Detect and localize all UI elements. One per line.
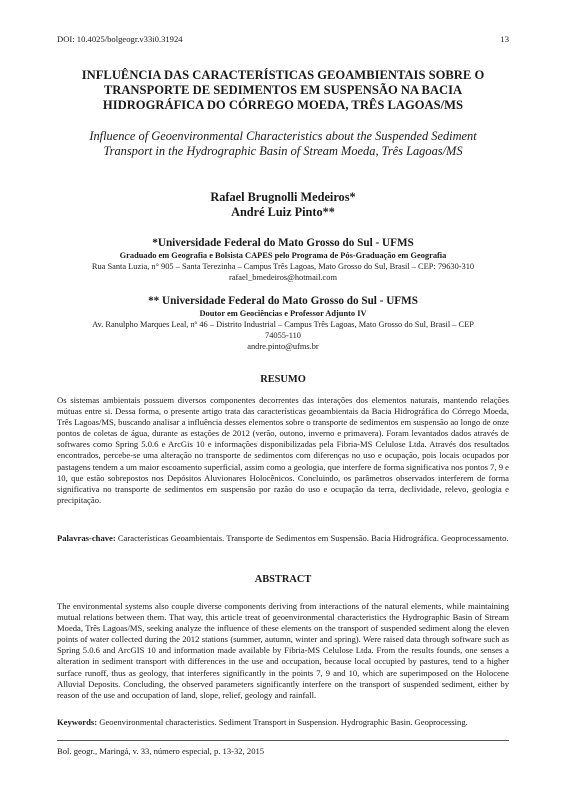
resumo-heading: RESUMO (260, 374, 306, 385)
affiliation-email: rafael_bmedeiros@hotmail.com (229, 273, 337, 282)
affiliation-address: 74055-110 (265, 331, 301, 340)
author-name: André Luiz Pinto** (231, 205, 335, 219)
affiliation-2 (60, 294, 506, 352)
affiliation-1 (60, 236, 506, 283)
affiliation-address: Rua Santa Luzia, n° 905 – Santa Terezinha – Campus Três Lagoas, Mato Grosso do Sul, Brasil – CEP: 79630-310 (91, 262, 475, 271)
doi-text: DOI: 10.4025/bolgeogr.v33i0.31924 (57, 34, 183, 44)
affiliation-role: Doutor em Geociências e Professor Adjunto IV (199, 309, 367, 318)
palavras-chave (57, 533, 509, 544)
abstract-heading: ABSTRACT (254, 574, 312, 585)
resumo-text: Os sistemas ambientais possuem diversos componentes decorrentes das interações dos elementos naturais, mantendo relações mútuas entre si. Dessa forma, o presente artigo trata das características geoambientais da Bacia Hidrográfica do Córrego Moeda, Três Lagoas/MS, buscando analisar a influência desses elementos sobre o transporte de sedimentos em suspensão ao longo de onze pontos de coletas de água, durante as estações de 2012 (verão, outono, inverno e primavera). Foram levantados dados através de softwares como Spring 5.0.6 e ArcGis 10 e informações disponibilizadas pela Fibria-MS Celulose Ltda. Através dos resultados encontrados, percebe-se uma alteração no transporte de sedimentos com diferenças no uso e ocupação, pois locais ocupados por pastagens tendem a um maior escoamento superficial, assim como a geologia, que interfere de forma significativa nos pontos 7, 9 e 10, que estão sobrepostos nos Depósitos Aluvionares Holocênicos. Concluindo, os parâmetros observados interferem de forma significativa no transporte de sedimentos em suspensão por razão do uso e ocupação da terra, declividade, relevo, geologia e precipitação. (57, 395, 509, 505)
subtitle-line: Influence of Geoenvironmental Characteristics about the Suspended Sediment (89, 129, 477, 143)
palavras-chave-label: Palavras-chave: (57, 533, 116, 543)
author-name: Rafael Brugnolli Medeiros* (210, 190, 356, 204)
article-title-en (60, 129, 506, 159)
title-line: TRANSPORTE DE SEDIMENTOS EM SUSPENSÃO NA BACIA (103, 83, 463, 97)
title-line: INFLUÊNCIA DAS CARACTERÍSTICAS GEOAMBIENTAIS SOBRE O (81, 68, 485, 82)
affiliation-address: Av. Ranulpho Marques Leal, nº 46 – Distrito Industrial – Campus Três Lagoas, Mato Grosso do Sul, Brasil – CEP (92, 320, 474, 329)
keywords-text: Geoenvironmental characteristics. Sediment Transport in Suspension. Hydrographic Basin. Geoprocessing. (97, 717, 468, 727)
footer-divider (57, 740, 509, 741)
abstract-text: The environmental systems also couple diverse components deriving from interactions of the natural elements, while maintaining mutual relations between them. That way, this article treat of geoenvironmental characteristics the Hydrographic Basin of Stream Moeda, Três Lagoas/MS, seeking analyze the influence of these elements on the transport of suspended sediment along the eleven points of water collected during the 2012 stations (summer, autumn, winter and spring). Were raised data through software such as Spring 5.0.6 and ArcGIS 10 and information made available by Fibria-MS Celulose Ltda. From the results founds, one senses a alteration in sediment transport with differences in the use and occupation, because local occupied by pastures, tend to a higher surface runoff, thus as geology, that interferes significantly in the points 7, 9 and 10, which are superimposed on the Holocene Alluvial Deposits. Concluding, the observed parameters significantly interfere on the transport of suspended sediment, either by reason of the use and occupation of land, slope, relief, geology and rainfall. (57, 601, 509, 700)
article-title-pt (60, 68, 506, 113)
keywords-label: Keywords: (57, 717, 98, 727)
palavras-chave-text: Características Geoambientais. Transporte de Sedimentos em Suspensão. Bacia Hidrográfica. Geoprocessamento. (115, 533, 509, 543)
page-number: 13 (500, 34, 509, 44)
subtitle-line: Transport in the Hydrographic Basin of Stream Moeda, Três Lagoas/MS (103, 144, 463, 158)
author-list (60, 190, 506, 220)
affiliation-email: andre.pinto@ufms.br (247, 342, 319, 351)
affiliation-university: ** Universidade Federal do Mato Grosso do Sul - UFMS (148, 295, 418, 307)
affiliation-university: *Universidade Federal do Mato Grosso do Sul - UFMS (152, 237, 414, 249)
affiliation-role: Graduado em Geografia e Bolsista CAPES pelo Programa de Pós-Graduação em Geografia (119, 251, 447, 260)
title-line: HIDROGRÁFICA DO CÓRREGO MOEDA, TRÊS LAGOAS/MS (102, 98, 464, 112)
keywords (57, 717, 509, 728)
footer-citation: Bol. geogr., Maringá, v. 33, número especial, p. 13-32, 2015 (57, 746, 265, 756)
